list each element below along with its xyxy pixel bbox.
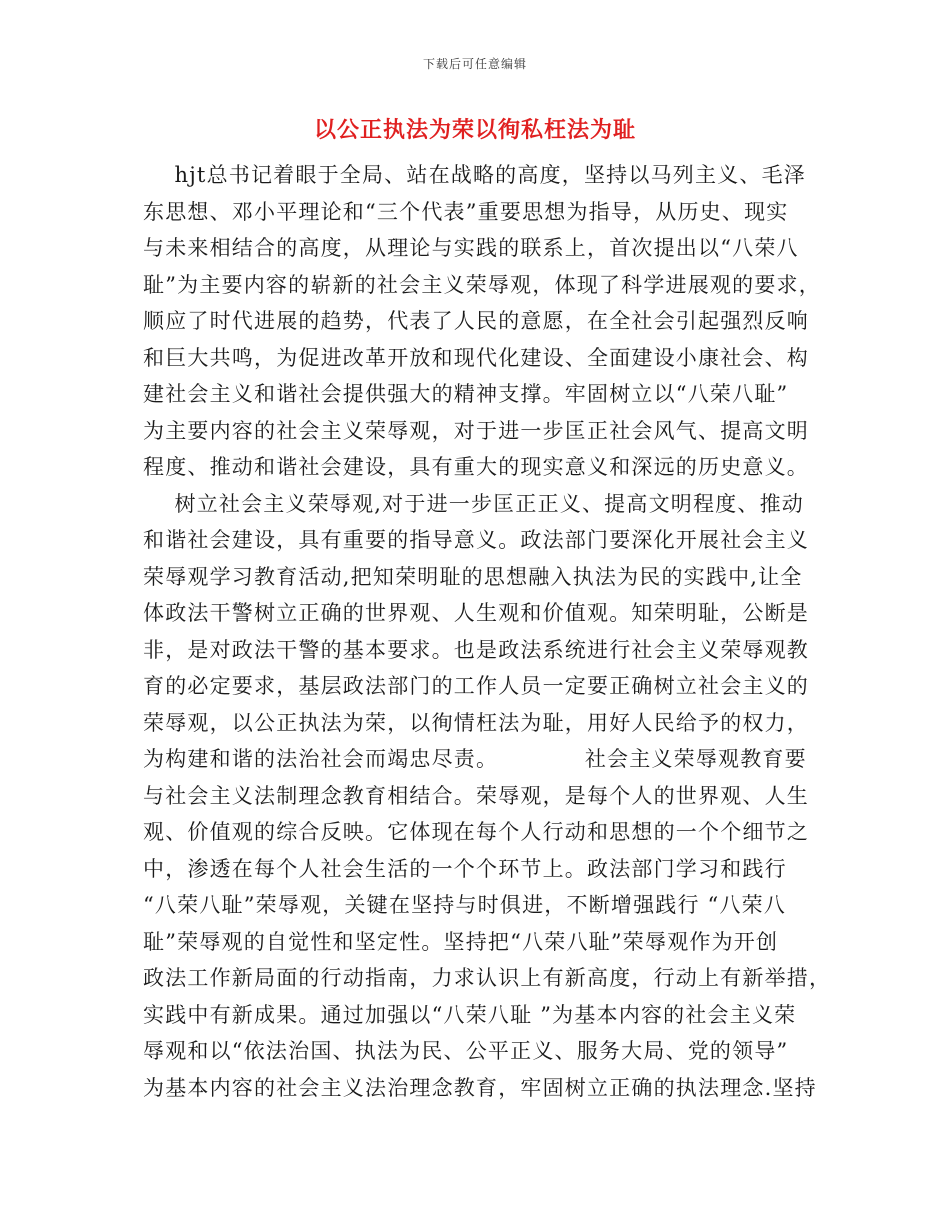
text-line: 实践中有新成果。通过加强以“八荣八耻 ”为基本内容的社会主义荣: [143, 1002, 797, 1027]
text-line: 耻”为主要内容的崭新的社会主义荣辱观，体现了科学进展观的要求，: [143, 272, 821, 297]
text-line: 非，是对政法干警的基本要求。也是政法系统进行社会主义荣辱观教: [143, 637, 809, 662]
text-line: 东思想、邓小平理论和“三个代表”重要思想为指导，从历史、现实: [143, 199, 789, 224]
text-line: 顺应了时代进展的趋势，代表了人民的意愿，在全社会引起强烈反响: [143, 309, 809, 333]
text-line: 荣辱观学习教育活动,把知荣明耻的思想融入执法为民的实践中,让全: [143, 564, 803, 589]
text-line: 荣辱观，以公正执法为荣，以徇情枉法为耻，用好人民给予的权力，: [143, 710, 809, 735]
text-line: 体政法干警树立正确的世界观、人生观和价值观。知荣明耻，公断是: [143, 601, 809, 625]
header-note: 下载后可任意编辑: [422, 57, 527, 71]
text-line: 为主要内容的社会主义荣辱观，对于进一步匡正社会风气、提高文明: [143, 418, 809, 443]
document-title: 以公正执法为荣以徇私枉法为耻: [313, 117, 636, 143]
text-line: 育的必定要求，基层政法部门的工作人员一定要正确树立社会主义的: [143, 674, 809, 698]
text-line: 和谐社会建设，具有重要的指导意义。政法部门要深化开展社会主义: [143, 528, 809, 552]
text-line: 树立社会主义荣辱观,对于进一步匡正正义、提高文明程度、推动: [143, 491, 804, 516]
text-line: 程度、推动和谐社会建设，具有重大的现实意义和深远的历史意义。: [143, 455, 809, 479]
text-line: 中，渗透在每个人社会生活的一个个环节上。政法部门学习和践行: [143, 856, 787, 881]
text-line: 与未来相结合的高度，从理论与实践的联系上，首次提出以“八荣八: [143, 236, 799, 260]
text-line: 耻”荣辱观的自觉性和坚定性。坚持把“八荣八耻”荣辱观作为开创: [143, 929, 779, 954]
text-line: 和巨大共鸣，为促进改革开放和现代化建设、全面建设小康社会、构: [143, 345, 809, 370]
text-line: “八荣八耻”荣辱观，关键在坚持与时俱进，不断增强践行 “八荣八: [143, 893, 787, 917]
text-line: 与社会主义法制理念教育相结合。荣辱观，是每个人的世界观、人生: [143, 783, 809, 808]
text-line: 为基本内容的社会主义法治理念教育，牢固树立正确的执法理念.坚持: [143, 1075, 817, 1100]
text-line: 辱观和以“依法治国、执法为民、公平正义、服务大局、党的领导”: [143, 1039, 789, 1063]
text-line: hjt总书记着眼于全局、站在战略的高度，坚持以马列主义、毛泽: [143, 163, 806, 187]
text-line: 政法工作新局面的行动指南，力求认识上有新高度，行动上有新举措，: [143, 966, 832, 990]
text-line: 为构建和谐的法治社会而竭忠尽责。 社会主义荣辱观教育要: [143, 747, 807, 771]
text-line: 建社会主义和谐社会提供强大的精神支撑。牢固树立以“八荣八耻”: [143, 382, 789, 406]
text-line: 观、价值观的综合反映。它体现在每个人行动和思想的一个个细节之: [143, 820, 809, 844]
